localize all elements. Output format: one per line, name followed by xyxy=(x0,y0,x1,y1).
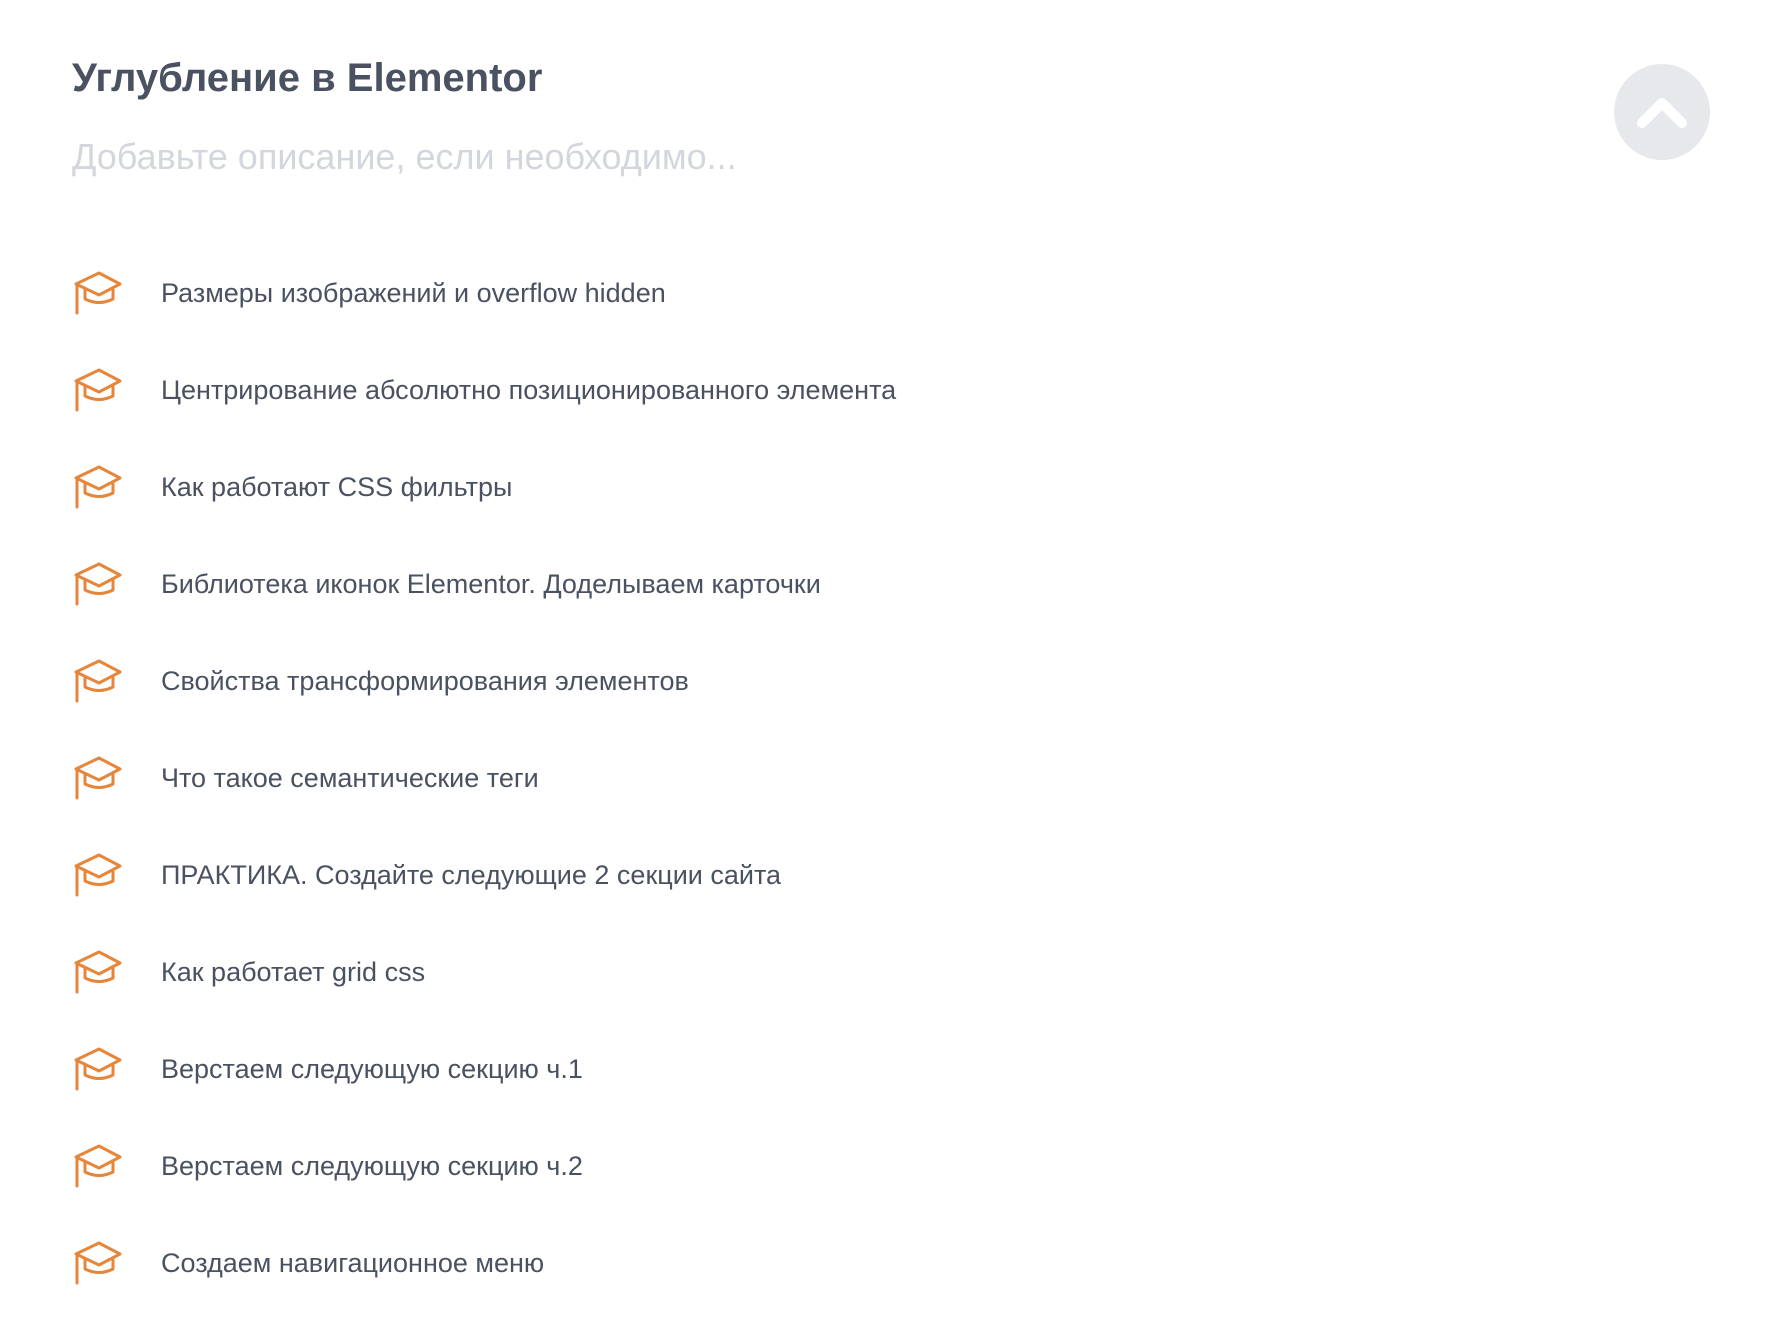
lesson-item[interactable] xyxy=(72,1238,1072,1298)
lesson-label: Верстаем следующую секцию ч.1 xyxy=(161,1054,583,1084)
lesson-item[interactable] xyxy=(72,559,1072,619)
lesson-item[interactable] xyxy=(72,365,1072,425)
lesson-label: ПРАКТИКА. Создайте следующие 2 секции сайта xyxy=(161,860,782,890)
lesson-label: Библиотека иконок Elementor. Доделываем карточки xyxy=(161,569,821,599)
graduation-cap-icon xyxy=(72,1238,122,1288)
lesson-label: Размеры изображений и overflow hidden xyxy=(161,278,666,308)
section-description-input[interactable] xyxy=(72,132,1272,182)
graduation-cap-icon xyxy=(72,559,122,609)
graduation-cap-icon xyxy=(72,462,122,512)
lesson-item[interactable] xyxy=(72,753,1072,813)
lesson-label: Верстаем следующую секцию ч.2 xyxy=(161,1151,583,1181)
chevron-up-icon xyxy=(1636,95,1688,129)
graduation-cap-icon xyxy=(72,365,122,415)
collapse-section-button[interactable] xyxy=(1614,64,1710,160)
lesson-item[interactable] xyxy=(72,850,1072,910)
lesson-label: Центрирование абсолютно позиционированного элемента xyxy=(161,375,897,405)
lesson-label: Как работают CSS фильтры xyxy=(161,472,513,502)
lesson-item[interactable] xyxy=(72,656,1072,716)
lesson-label: Как работает grid css xyxy=(161,957,426,987)
lesson-item[interactable] xyxy=(72,462,1072,522)
lesson-item[interactable] xyxy=(72,947,1072,1007)
section-title[interactable]: Углубление в Elementor xyxy=(72,56,543,100)
lesson-label: Свойства трансформирования элементов xyxy=(161,666,689,696)
lesson-item[interactable] xyxy=(72,1141,1072,1201)
graduation-cap-icon xyxy=(72,753,122,803)
graduation-cap-icon xyxy=(72,850,122,900)
lesson-item[interactable] xyxy=(72,1044,1072,1104)
graduation-cap-icon xyxy=(72,1044,122,1094)
lesson-label: Создаем навигационное меню xyxy=(161,1248,545,1278)
graduation-cap-icon xyxy=(72,947,122,997)
lesson-item[interactable] xyxy=(72,268,1072,328)
graduation-cap-icon xyxy=(72,1141,122,1191)
graduation-cap-icon xyxy=(72,656,122,706)
lesson-label: Что такое семантические теги xyxy=(161,763,539,793)
graduation-cap-icon xyxy=(72,268,122,318)
